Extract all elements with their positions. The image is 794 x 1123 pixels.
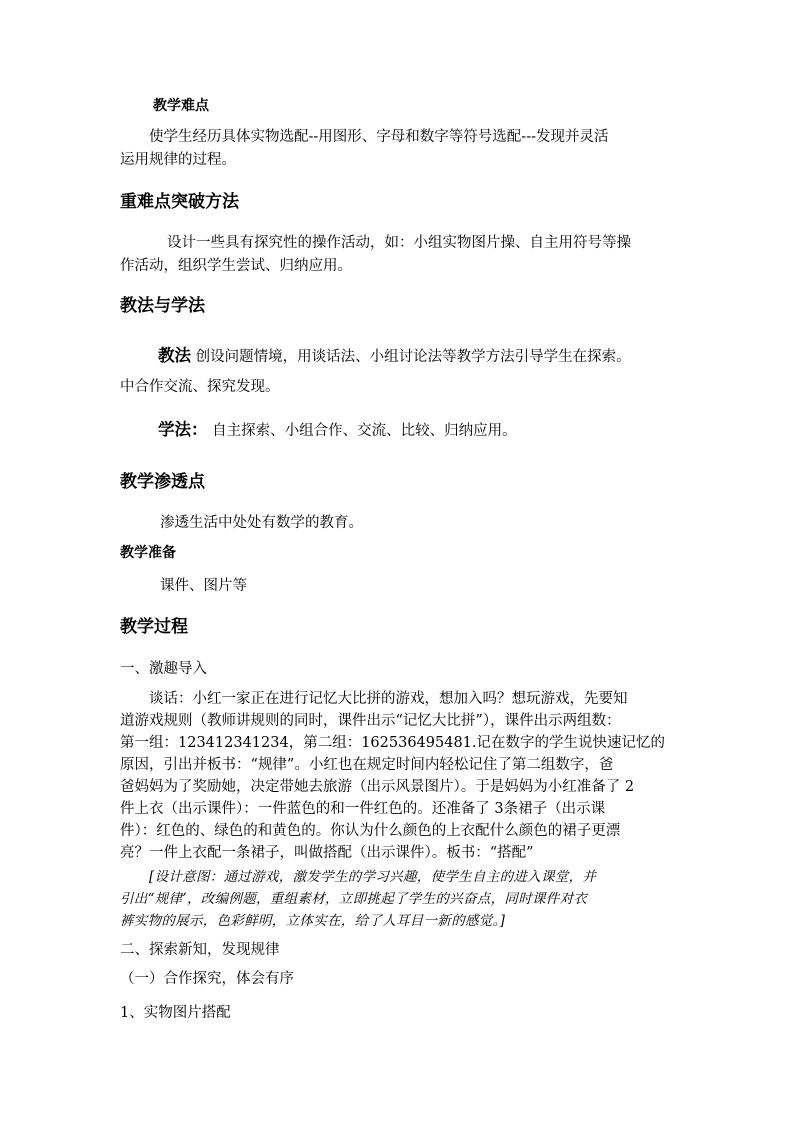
breakthrough-text-line-1: 设计一些具有探究性的操作活动，如：小组实物图片操、自主用符号等操 xyxy=(167,235,631,251)
intro-paragraph-line-8: 亮？一件上衣配一条裙子，叫做搭配（出示课件）。板书：“搭配” xyxy=(120,845,534,861)
learning-method-text: 自主探索、小组合作、交流、比较、归纳应用。 xyxy=(212,423,517,439)
learning-method-line xyxy=(158,420,517,441)
difficulty-text-line-2: 运用规律的过程。 xyxy=(120,152,236,168)
preparation-text: 课件、图片等 xyxy=(160,578,247,594)
intro-paragraph-line-6: 件上衣（出示课件）：一件蓝色的和一件红色的。还准备了 3条裙子（出示课 xyxy=(120,801,606,817)
learning-method-label: 学法： xyxy=(158,420,208,439)
breakthrough-heading: 重难点突破方法 xyxy=(120,192,239,212)
teaching-method-line-2: 中合作交流、探究发现。 xyxy=(120,379,280,395)
preparation-heading: 教学准备 xyxy=(120,545,176,561)
intro-paragraph-line-3: 第一组：123412341234，第二组：162536495481.记在数字的学生说快速记忆的 xyxy=(120,735,666,751)
methods-heading: 教法与学法 xyxy=(120,296,205,316)
difficulty-text-line-1: 使学生经历具体实物选配--用图形、字母和数字等符号选配---发现并灵活 xyxy=(149,129,609,145)
intro-paragraph-line-2: 道游戏规则（教师讲规则的同时，课件出示“记忆大比拼”），课件出示两组数： xyxy=(120,713,621,729)
process-heading: 教学过程 xyxy=(120,617,188,637)
teaching-method-line-1 xyxy=(158,346,631,367)
part-1-title: 一、激趣导入 xyxy=(120,661,207,677)
intro-paragraph-line-4: 原因，引出并板书：“规律”。小红也在规定时间内轻松记住了第二组数字，爸 xyxy=(120,757,614,773)
teaching-method-label: 教法 xyxy=(158,346,191,365)
design-note-line-2: 引出“规律’，改编例题，重组素材，立即挑起了学生的兴奋点，同时课件对衣 xyxy=(120,891,588,907)
design-note-line-1: [设计意图：通过游戏，激发学生的学习兴趣，使学生自主的进入课堂，并 xyxy=(149,869,597,885)
penetration-heading: 教学渗透点 xyxy=(120,472,205,492)
difficulty-heading: 教学难点 xyxy=(153,98,209,114)
breakthrough-text-line-2: 作活动，组织学生尝试、归纳应用。 xyxy=(120,258,352,274)
sub-1-title: （一）合作探究，体会有序 xyxy=(120,971,294,987)
teaching-method-text: 创设问题情境，用谈话法、小组讨论法等教学方法引导学生在探索。 xyxy=(195,349,631,365)
intro-paragraph-line-7: 件）：红色的、绿色的和黄色的。你认为什么颜色的上衣配什么颜色的裙子更漂 xyxy=(120,823,621,839)
part-2-title: 二、探索新知，发现规律 xyxy=(120,942,280,958)
design-note-line-3: 裤实物的展示，色彩鲜明，立体实在，给了人耳目一新的感觉。] xyxy=(120,913,506,929)
penetration-text: 渗透生活中处处有数学的教育。 xyxy=(160,515,363,531)
intro-paragraph-line-5: 爸妈妈为了奖励她，决定带她去旅游（出示风景图片）。于是妈妈为小红准备了 2 xyxy=(120,779,635,795)
sub-1-item-1: 1、实物图片搭配 xyxy=(120,1005,231,1021)
intro-paragraph-line-1: 谈话：小红一家正在进行记忆大比拼的游戏，想加入吗？想玩游戏，先要知 xyxy=(149,691,628,707)
